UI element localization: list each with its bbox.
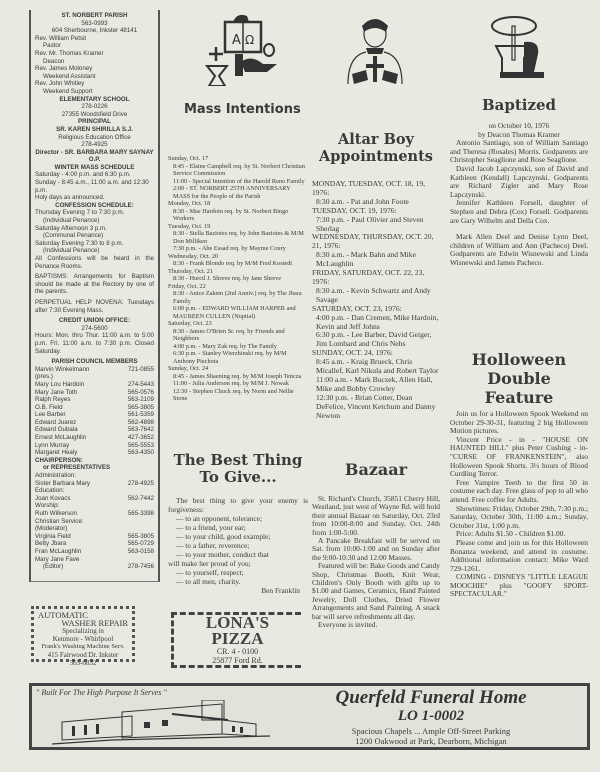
altar-day: MONDAY, TUESDAY, OCT. 18, 19, 1976: [312,179,426,197]
mass-day [168,200,308,223]
chair-name: Fran McLaughlin [35,547,82,555]
altar-boy-title-line: Appointments [319,148,433,165]
mass-day-label: Saturday, Oct. 23 [168,320,212,327]
chair-name: Education: [35,487,65,495]
holloween-paragraph: Price: Adults $1.50 - Children $1.00. [456,529,566,539]
mass-entry: 8:30 - Mae Hardoin req. by St. Norbert Bingo Workers [173,207,289,222]
chair-row [35,510,154,518]
bazaar-paragraph: Featured will be: Bake Goods and Candy Shop, Christmas Booth, Knit Wear, Children's Only Booth with gifts up to $1.00 and Games, Ceramics, Hand Painted Jewelry, Doll Clothes, Dried Flower Arrangements and Sand Painting. A snack bar will serve refreshments all day. [312,561,440,621]
mass-entry: 8:30 - Stella Baziotes req. by John Baziotes & M/M Don Milliken [173,230,304,245]
funeral-home-address: 1200 Oakwood at Park, Dearborn, Michigan [355,736,507,746]
ad-washer-line: Kenmore - Whirlpool [52,635,114,643]
altar-group [312,269,440,305]
baptized-paragraph: Mark Allen Deel and Denise Lynn Deel, children of William and Ann (Pacheco) Deel. Godparents are Edwin Wisnewski and Linda Wisnewski and James Pacheco. [450,232,588,267]
council-row [35,373,154,381]
mass-day-label: Thursday, Oct. 21 [168,267,214,275]
member-name: Lynn Murray [35,441,70,449]
mass-entry: 8:30 - Hurcil J. Shreve req. by Jane Shreve [173,275,282,282]
holloween-title-line: Holloween [471,350,567,369]
member-phone: 565-0576 [127,388,154,396]
chair-name: Ruth Wilkerson [35,510,77,517]
member-phone: 427-3652 [127,434,154,442]
ad-washer-line: AUTOMATIC [38,610,88,620]
confession-line: (Individual Penance) [43,217,100,225]
holloween-body [450,410,588,599]
council-row [35,396,154,404]
mass-day [168,365,308,403]
baptized-paragraph: Antonio Santiago, son of William Santiago and Theresa (Rosales) Morris. Godparents are Christopher Seaglione and Rose Seaglione. [450,138,588,165]
staff-name: Rev. James Moloney [35,65,93,73]
council-row [35,449,154,457]
chair-row [35,556,154,564]
member-name: Marvin Winkelmann [35,365,90,373]
best-thing-line: — to a father, reverence; [176,541,250,550]
member-phone: 563-7642 [127,426,154,434]
best-thing-line: will make her proud of you; [168,559,251,568]
novena-note: PERPETUAL HELP NOVENA: Tuesdays after 7:30 Evening Mass. [35,298,154,314]
mass-entry: 6:00 p.m. - EDWARD WILLIAM HARPER and MAUREEN CULLEN (Nuptial) [173,305,296,320]
member-name: Edward Gubala [35,426,78,434]
member-name: Ralph Reyes [35,396,71,404]
member-phone: 274-5443 [127,380,154,388]
best-thing-line: — to a friend, your ear; [176,523,246,532]
pizza-type: PIZZA [211,629,264,648]
best-thing-line: — to your child, good example; [176,532,271,541]
best-thing-intro: The best thing to give your enemy is forgiveness: [168,496,308,514]
mass-day-label: Wednesday, Oct. 20 [168,252,219,260]
mass-entry: 12:30 - Stephen Chuck req. by Norm and Nellie Stone [173,387,294,402]
holloween-paragraph: Free Vampire Teeth to the first 50 in costume each day. Free glass of pop to all who attend. Free coffee for Adults. [450,477,588,504]
mass-entry: 8:45 - James Shaening req. by M/M Joseph Tencza [173,372,302,380]
member-phone: 562-4898 [127,418,154,426]
best-thing-body [168,496,308,595]
altar-group [312,349,440,420]
pizza-phone: CR. 4 - 0100 [216,647,259,656]
member-name: Margaret Healy [35,449,78,457]
best-thing-title [168,452,308,486]
chair-row [35,533,154,541]
member-name: Ernest McLaughlin [35,434,87,442]
altar-entry: 7:30 p.m. - Paul Olivier and Steven Sherlag [316,214,424,233]
mass-entry: 6:30 p.m. - Stanley Wierzhinski req. by M/M Anthony Piechota [173,350,287,365]
staff-role: Weekend Support [43,87,93,95]
council-title: PARISH COUNCIL MEMBERS [51,358,138,366]
mass-day-label: Tuesday, Oct. 19 [168,222,211,230]
best-thing-author: Ben Franklin [261,586,300,595]
funeral-home-name: Querfeld Funeral Home [335,687,527,708]
principal-name: SR. KAREN SHIRILLA S.J. [56,125,133,133]
mass-day [168,253,308,268]
confession-note: All Confessions will be heard in the Penance Rooms. [35,255,154,270]
member-phone: 561-5359 [127,411,154,419]
chair-name: Virginia Field [35,532,71,540]
altar-entry: 11:00 a.m. - Mark Buczek, Allen Hall, Mike and Bobby Crowley [316,374,433,393]
staff-role: Deacon [43,57,65,65]
altar-entry: 6:30 p.m. - Lee Barber, David Geiger, Jim Lombard and Chris Nehs [316,330,432,349]
chairperson-list [35,472,154,571]
confession-line: (Communal Penance) [43,232,104,240]
altar-boy-illustration-icon [340,14,410,86]
chair-phone: 565-3398 [127,510,154,517]
chair-row [35,487,154,495]
altar-boy-schedule [312,180,440,420]
holloween-title [450,350,588,407]
baptisms-note: BAPTISMS: Arrangements for Baptism should be made at the Rectory by one of the parents. [35,273,154,296]
best-thing-line: — to your mother, conduct that [176,550,269,559]
chair-phone: 565-3805 [127,532,154,540]
mass-intentions-title: Mass Intentions [184,102,301,117]
chair-name: (Moderator) [35,525,68,533]
staff-name: Rev. John Whitley [35,80,85,88]
chairperson-title: CHAIRPERSON: [35,456,83,464]
holloween-paragraph: Showtimes: Friday, October 29th, 7:30 p.m.; Saturday, October 30th, 11:00 a.m.; Sunday, October 31st, 1:00 p.m. [450,503,588,530]
mass-entry: 7:30 p.m. - Abe Essad req. by Mayme Coury [173,245,286,252]
chair-name: Joan Kovacs [35,494,71,502]
member-phone: 721-0855 [127,365,154,373]
bazaar-paragraph: St. Richard's Church, 35851 Cherry Hill, Westland, just west of Wayne Rd. will hold their annual Bazaar on Saturday, Oct. 23rd from 10:00-8:00 and Sunday, Oct. 24th from 1:00-5:00. [312,494,440,537]
altar-group [312,233,440,269]
chair-name: Christian Service: [35,517,84,525]
baptized-paragraph: Jennifer Kathleen Forsell, daughter of Stephen and Debra (Cox) Forsell. Godparents are Gary Wilhelm and Della Cox. [450,198,588,225]
director: Director - SR. BARBARA MARY SAYNAY O.P. [35,148,154,164]
baptized-date: on October 10, 1976 [488,121,550,130]
best-thing-line: — to an opponent, tolerance; [176,514,262,523]
ad-washer-line: WASHER REPAIR [61,618,128,628]
funeral-slogan: " Built For The High Purpose It Serves " [36,688,167,697]
chair-phone: 563-0158 [127,547,154,555]
holloween-paragraph: COMING - DISNEYS "LITTLE LEAGUE MOOCHIE" plus "GOOFY SPORT-SPECTACULAR." [450,572,588,599]
member-phone: 565-5553 [127,441,154,449]
mass-entry: 8:30 - James O'Brien Sr. req. by Friends and Neighbors [173,327,285,342]
credit-union-title: CREDIT UNION OFFICE: [58,317,131,325]
religious-ed-phone: 278-4925 [81,141,108,149]
altar-day: FRIDAY, SATURDAY, OCT. 22, 23, 1976: [312,268,425,286]
mass-entry: 11:00 - Special Intention of the Harold Reno Family [173,177,305,185]
member-name: Mary Lou Hardoin [35,380,85,388]
mass-day [168,283,308,321]
baptized-title: Baptized [481,96,557,114]
chair-row [35,525,154,533]
funeral-home-phone: LO 1-0002 [397,708,465,724]
school-address: 27355 Woodsfield Drive [61,110,128,118]
mass-day [168,320,308,365]
staff-list [35,35,154,96]
parish-phone: 563-0993 [81,19,108,27]
pizza-address: 25877 Ford Rd. [212,656,263,665]
chair-row [35,480,154,488]
mass-entry: 8:45 - Elaine Campbell req. by St. Norbert Christian Service Commission [173,162,305,177]
mass-entry: 2:00 - ST. NORBERT 25TH ANNIVERSARY MASS for the People of the Parish [173,185,291,200]
chair-row [35,518,154,526]
holloween-paragraph: Vincent Price - in - "HOUSE ON HAUNTED HILL" plus Peter Cushing - in- "CURSE OF FRANKENSTEIN", also Holloween Spook Shorts. 3½ hours of Blood Curdling Terror. [450,434,588,479]
chair-name: Mary Jane Fave [35,555,80,563]
council-row [35,404,154,412]
holloween-title-line: Double [487,369,551,388]
chair-phone: 565-0729 [127,540,154,548]
mass-day [168,223,308,253]
altar-boy-title [312,131,440,165]
ad-washer-line: 565-6832 [69,659,97,667]
mass-intentions-list [168,155,308,403]
confession-line: Thursday Evening 7 to 7:30 p.m. [35,209,125,217]
member-phone: 563-4350 [127,449,154,457]
staff-role: Pastor [43,42,61,50]
council-row [35,389,154,397]
altar-day: SUNDAY, OCT. 24, 1976: [312,348,393,358]
bazaar-paragraph: A Pancake Breakfast will be served on Sat. from 10:00-1:00 and on Sunday after the 9:00-10:30 and 12:00 Masses. [312,536,440,562]
member-name: Edward Juarez [35,418,77,426]
council-row [35,381,154,389]
mass-day-label: Sunday, Oct. 17 [168,155,209,162]
chair-row [35,495,154,503]
member-name: Lee Barber [35,411,66,419]
staff-name: Rev. William Petsit [35,34,87,42]
confession-title: CONFESSION SCHEDULE: [55,201,134,209]
member-name: O.B. Field [35,403,63,411]
school-phone: 278-0226 [81,103,108,111]
funeral-home-building-icon [52,700,270,746]
staff-role: Weekend Assistant [43,72,96,80]
school-title: ELEMENTARY SCHOOL [59,95,130,103]
council-row [35,366,154,374]
council-row [35,419,154,427]
confession-line: (Individual Penance) [43,247,100,255]
altar-entry: 4:00 p.m. - Dan Cremen, Mike Hardoin, Kevin and Jeff Johns [316,312,439,331]
chair-row [35,548,154,556]
best-thing-title-line: The Best Thing [173,451,303,469]
member-phone: 565-3805 [127,403,154,411]
mass-schedule-title: WINTER MASS SCHEDULE [54,163,135,171]
baptism-font-icon [490,14,546,78]
altar-day: SATURDAY, OCT. 23, 1976: [312,303,402,313]
council-row [35,442,154,450]
chair-name: (Editor) [43,563,64,571]
mass-entry: 11:00 - Julia Anderson req. by M/M J. Nowak [173,380,289,387]
ad-washer-repair [31,606,135,667]
parish-name: ST. NORBERT PARISH [61,12,128,19]
chair-row [35,502,154,510]
altar-day: WEDNESDAY, THURSDAY, OCT. 20, 21, 1976: [312,232,434,251]
altar-entry: 8:30 a.m. - Pat and John Foote [316,196,409,206]
svg-text:Ω: Ω [245,33,255,47]
staff-name: Rev. Mr. Thomas Kramer [35,49,104,57]
mass-entry: 4:00 p.m. - Mary Zak req. by The Family [173,342,277,350]
baptized-by: by Deacon Thomas Kramer [478,129,560,139]
member-phone: 563-2109 [127,396,154,404]
best-thing-title-line: To Give... [199,468,277,486]
bazaar-body [312,495,440,630]
chair-row [35,540,154,548]
council-row [35,434,154,442]
parish-directory [29,10,160,582]
ad-querfeld-funeral-home [29,683,590,750]
altar-day: TUESDAY, OCT. 19, 1976: [312,205,397,215]
mass-day-label: Sunday, Oct. 24 [168,365,209,372]
council-list [35,366,154,457]
best-thing-line: — to all men, charity. [176,577,241,586]
chair-phone: 562-7442 [127,494,154,502]
altar-group [312,305,440,350]
chair-name: Administration: [35,472,76,480]
funeral-home-tagline: Spacious Chapels ... Ample Off-Street Parking [351,726,511,736]
ad-washer-line: Specializing in [62,627,104,635]
mass-day [168,268,308,283]
parish-address: 604 Sherbourne, Inkster 48141 [51,27,138,35]
svg-text:A: A [232,33,241,48]
ad-washer-line: Frank's Washing Machine Serv. [41,643,125,650]
credit-union-hours: Hours: Mon. thru Thur. 11:00 a.m. to 5:00 p.m. Fri. 11:00 a.m. to 7:30 p.m. Closed Saturday. [35,332,154,355]
ad-washer-line: 415 Fairwood Dr. Inkster [47,651,119,659]
baptized-body [450,122,588,268]
holy-days: Holy days as announced. [35,194,105,202]
mass-sunday: Sunday - 8:45 a.m., 11:00 a.m. and 12:30 p.m. [35,179,149,194]
pizza-name: LONA'S [205,613,270,632]
holloween-paragraph: Please come and join us for this Holloween Bonanza weekend, and attend in costume. Additional information contact: Mike Ward 729-1261. [450,537,588,573]
altar-entry: 8:30 a.m. - Mark Bahn and Mike McLaughlin [316,250,416,269]
credit-union-phone: 274-5600 [81,324,108,332]
best-thing-line: — to yourself, respect; [176,568,244,577]
religious-ed-office: Religious Education Office [58,133,131,141]
bazaar-title: Bazaar [344,460,408,479]
mass-saturday: Saturday - 4:00 p.m. and 6:30 p.m. [35,171,131,179]
alpha-omega-chalice-icon [205,14,285,86]
altar-group [312,207,440,234]
chair-name: Worship: [35,502,60,510]
altar-group [312,180,440,207]
member-name: Mary Jane Toth [35,388,78,396]
altar-entry: 8:45 a.m. - Kraig Brueck, Chris Micallef, Karl Nikula and Robert Taylor [316,357,439,376]
principal-label: PRINCIPAL [78,118,111,126]
mass-entry: 8:30 - Frank Blondo req. by M/M Fred Kostedt [173,260,293,267]
baptized-paragraph: David Jacob Lapczynski, son of David and Kathleen (Kendall) Lapczynski. Godparents are Richard Zigler and Mary Rose Lapczynski. [450,163,588,199]
holloween-paragraph: Join us for a Holloween Spook Weekend on October 29-30-31, featuring 2 big Holloween Motion pictures. [450,409,588,436]
chair-name: Sister Barbara Mary [35,479,91,487]
mass-day-label: Friday, Oct. 22 [168,282,206,290]
bazaar-paragraph: Everyone is invited. [318,620,378,630]
mass-day [168,155,308,200]
altar-entry: 12:30 p.m. - Brian Cotter, Dean DeFelice, Vincent Ketchum and Danny Newton [316,392,436,420]
altar-boy-title-line: Altar Boy [338,131,414,148]
chair-name: Betty Jbara [35,540,67,548]
mass-day-label: Monday, Oct. 18 [168,200,211,207]
chair-row [35,563,154,571]
council-row [35,411,154,419]
council-row [35,426,154,434]
mass-entry: 8:30 - Anice Zakem (2nd Anniv.) req. by The Jbara Family [173,290,302,305]
altar-entry: 8:30 a.m. - Kevin Schwartz and Andy Savage [316,285,431,304]
holloween-title-line: Feature [484,388,554,407]
chair-row [35,472,154,480]
confession-line: Saturday Evening 7:30 to 8 p.m. [35,239,124,247]
member-name: (pres.) [35,373,53,381]
chairperson-subtitle: or REPRESENTATIVES [43,464,111,472]
confession-line: Saturday Afternoon 3 p.m. [35,224,107,232]
ad-lonas-pizza [171,612,301,668]
chair-phone: 278-4925 [127,479,154,487]
chair-phone: 278-7456 [127,563,154,571]
